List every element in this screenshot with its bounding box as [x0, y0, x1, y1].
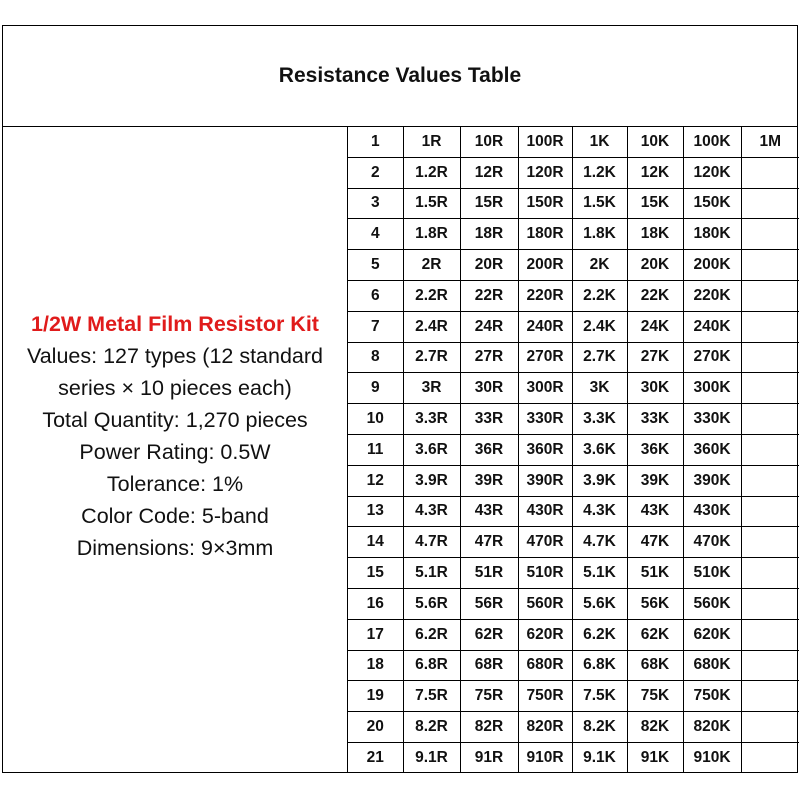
resistance-value-cell: 3.9R	[403, 465, 460, 496]
table-row	[348, 157, 799, 188]
resistance-value-cell: 180R	[518, 219, 572, 250]
resistance-value-cell: 62K	[627, 619, 683, 650]
table-row	[348, 280, 799, 311]
resistance-value-cell	[741, 219, 799, 250]
row-index-cell: 18	[348, 650, 403, 681]
resistance-value-cell: 20R	[460, 250, 518, 281]
resistance-value-cell: 2.7K	[572, 342, 627, 373]
resistance-value-cell: 200R	[518, 250, 572, 281]
resistance-value-cell	[741, 650, 799, 681]
resistance-value-cell: 4.7R	[403, 527, 460, 558]
resistance-value-cell: 3R	[403, 373, 460, 404]
table-row	[348, 527, 799, 558]
resistance-value-cell: 3.6K	[572, 434, 627, 465]
resistance-value-cell: 18K	[627, 219, 683, 250]
resistance-value-cell: 9.1K	[572, 742, 627, 773]
resistance-value-cell	[741, 619, 799, 650]
resistance-value-cell: 12K	[627, 157, 683, 188]
resistance-value-cell: 3.6R	[403, 434, 460, 465]
resistance-value-cell: 470K	[683, 527, 741, 558]
resistance-value-cell: 68K	[627, 650, 683, 681]
table-row	[348, 404, 799, 435]
row-index-cell: 1	[348, 127, 403, 157]
resistance-value-cell: 30R	[460, 373, 518, 404]
resistance-value-cell: 22R	[460, 280, 518, 311]
description-line-values: Values: 127 types (12 standard series × 10 pieces each)	[26, 344, 323, 400]
resistance-value-cell: 3.3K	[572, 404, 627, 435]
resistance-value-cell: 120R	[518, 157, 572, 188]
resistance-value-cell: 2R	[403, 250, 460, 281]
row-index-cell: 4	[348, 219, 403, 250]
resistance-value-cell: 180K	[683, 219, 741, 250]
resistance-value-cell: 6.2R	[403, 619, 460, 650]
resistance-value-cell: 1.2K	[572, 157, 627, 188]
row-index-cell: 7	[348, 311, 403, 342]
resistance-value-cell: 24R	[460, 311, 518, 342]
resistance-value-cell: 22K	[627, 280, 683, 311]
resistance-value-cell: 560K	[683, 588, 741, 619]
resistance-value-cell: 20K	[627, 250, 683, 281]
resistance-value-cell: 200K	[683, 250, 741, 281]
row-index-cell: 13	[348, 496, 403, 527]
row-index-cell: 2	[348, 157, 403, 188]
resistance-value-cell: 300K	[683, 373, 741, 404]
resistance-value-cell: 120K	[683, 157, 741, 188]
resistance-value-cell: 300R	[518, 373, 572, 404]
resistance-value-cell: 1K	[572, 127, 627, 157]
description-line-quantity: Total Quantity: 1,270 pieces	[42, 408, 308, 432]
table-row	[348, 311, 799, 342]
resistance-value-cell: 1M	[741, 127, 799, 157]
row-index-cell: 6	[348, 280, 403, 311]
resistance-value-cell: 510R	[518, 558, 572, 589]
resistance-value-cell: 30K	[627, 373, 683, 404]
table-row	[348, 219, 799, 250]
row-index-cell: 16	[348, 588, 403, 619]
resistance-value-cell: 39R	[460, 465, 518, 496]
resistance-value-cell	[741, 527, 799, 558]
resistance-value-cell: 390R	[518, 465, 572, 496]
table-row	[348, 588, 799, 619]
row-index-cell: 20	[348, 712, 403, 743]
description-line-color-code: Color Code: 5-band	[81, 504, 269, 528]
resistance-value-cell: 2.2R	[403, 280, 460, 311]
resistance-value-cell: 4.3R	[403, 496, 460, 527]
resistance-value-cell	[741, 280, 799, 311]
resistance-value-cell: 33R	[460, 404, 518, 435]
resistance-value-cell	[741, 681, 799, 712]
resistance-value-cell: 15R	[460, 188, 518, 219]
resistance-value-cell: 4.7K	[572, 527, 627, 558]
resistance-value-cell: 150K	[683, 188, 741, 219]
resistance-value-cell: 910K	[683, 742, 741, 773]
row-index-cell: 11	[348, 434, 403, 465]
resistance-value-cell: 15K	[627, 188, 683, 219]
resistance-value-cell	[741, 250, 799, 281]
table-row	[348, 712, 799, 743]
resistance-value-cell: 2.2K	[572, 280, 627, 311]
resistance-value-cell: 820R	[518, 712, 572, 743]
resistance-values-table	[348, 127, 799, 773]
table-row	[348, 742, 799, 773]
resistance-value-cell: 270R	[518, 342, 572, 373]
resistance-value-cell	[741, 712, 799, 743]
resistance-value-cell: 360K	[683, 434, 741, 465]
row-index-cell: 19	[348, 681, 403, 712]
description-line-tolerance: Tolerance: 1%	[106, 472, 244, 496]
table-row	[348, 496, 799, 527]
resistance-value-cell	[741, 434, 799, 465]
resistance-value-cell: 9.1R	[403, 742, 460, 773]
resistance-value-cell: 5.1R	[403, 558, 460, 589]
row-index-cell: 12	[348, 465, 403, 496]
resistance-value-cell: 75K	[627, 681, 683, 712]
resistance-value-cell: 10R	[460, 127, 518, 157]
resistance-value-cell: 18R	[460, 219, 518, 250]
row-index-cell: 8	[348, 342, 403, 373]
resistance-value-cell: 36K	[627, 434, 683, 465]
resistance-value-cell: 5.6K	[572, 588, 627, 619]
description-line-dimensions: Dimensions: 9×3mm	[76, 536, 274, 560]
row-index-cell: 14	[348, 527, 403, 558]
table-body	[348, 127, 799, 773]
resistance-value-cell: 27R	[460, 342, 518, 373]
resistance-value-cell: 820K	[683, 712, 741, 743]
resistance-value-cell: 8.2K	[572, 712, 627, 743]
resistance-value-cell	[741, 558, 799, 589]
resistance-value-cell: 27K	[627, 342, 683, 373]
resistance-value-cell: 91R	[460, 742, 518, 773]
row-index-cell: 21	[348, 742, 403, 773]
resistance-value-cell	[741, 588, 799, 619]
resistance-value-cell: 43R	[460, 496, 518, 527]
table-row	[348, 465, 799, 496]
resistance-value-cell: 910R	[518, 742, 572, 773]
page-title: Resistance Values Table	[3, 26, 797, 127]
resistance-value-cell: 5.6R	[403, 588, 460, 619]
resistance-value-cell: 5.1K	[572, 558, 627, 589]
table-row	[348, 434, 799, 465]
table-row	[348, 250, 799, 281]
resistance-value-cell: 430K	[683, 496, 741, 527]
resistance-value-cell	[741, 342, 799, 373]
resistance-value-cell	[741, 311, 799, 342]
resistance-value-cell: 7.5K	[572, 681, 627, 712]
resistance-value-cell: 8.2R	[403, 712, 460, 743]
resistance-value-cell: 330R	[518, 404, 572, 435]
resistance-value-cell: 750K	[683, 681, 741, 712]
resistance-value-cell: 56K	[627, 588, 683, 619]
resistance-value-cell: 6.8K	[572, 650, 627, 681]
resistance-value-cell: 24K	[627, 311, 683, 342]
resistance-value-cell: 330K	[683, 404, 741, 435]
resistance-value-cell	[741, 373, 799, 404]
table-row	[348, 373, 799, 404]
document-frame	[2, 25, 798, 773]
resistance-value-cell: 560R	[518, 588, 572, 619]
resistance-value-cell: 1.5R	[403, 188, 460, 219]
resistance-value-cell: 1.5K	[572, 188, 627, 219]
row-index-cell: 5	[348, 250, 403, 281]
resistance-value-cell: 360R	[518, 434, 572, 465]
table-row	[348, 127, 799, 157]
resistance-value-cell: 39K	[627, 465, 683, 496]
resistance-value-cell: 75R	[460, 681, 518, 712]
kit-name: 1/2W Metal Film Resistor Kit	[31, 312, 319, 336]
resistance-value-cell: 680R	[518, 650, 572, 681]
resistance-value-cell: 7.5R	[403, 681, 460, 712]
resistance-value-cell	[741, 742, 799, 773]
table-row	[348, 342, 799, 373]
resistance-value-cell: 220K	[683, 280, 741, 311]
resistance-value-cell: 56R	[460, 588, 518, 619]
resistance-value-cell	[741, 188, 799, 219]
resistance-value-cell: 680K	[683, 650, 741, 681]
table-row	[348, 650, 799, 681]
resistance-value-cell: 47R	[460, 527, 518, 558]
resistance-value-cell: 3.9K	[572, 465, 627, 496]
resistance-value-cell	[741, 496, 799, 527]
table-row	[348, 558, 799, 589]
resistance-value-cell: 4.3K	[572, 496, 627, 527]
resistance-value-cell: 1.8R	[403, 219, 460, 250]
resistance-value-cell: 33K	[627, 404, 683, 435]
resistance-value-cell: 620R	[518, 619, 572, 650]
kit-description	[3, 127, 348, 773]
resistance-value-cell: 62R	[460, 619, 518, 650]
resistance-value-cell: 1R	[403, 127, 460, 157]
resistance-value-cell: 12R	[460, 157, 518, 188]
resistance-value-cell: 2.7R	[403, 342, 460, 373]
resistance-value-cell: 470R	[518, 527, 572, 558]
resistance-value-cell	[741, 404, 799, 435]
resistance-value-cell: 270K	[683, 342, 741, 373]
table-row	[348, 681, 799, 712]
row-index-cell: 3	[348, 188, 403, 219]
resistance-value-cell: 3.3R	[403, 404, 460, 435]
resistance-value-cell: 220R	[518, 280, 572, 311]
resistance-value-cell: 240R	[518, 311, 572, 342]
resistance-value-cell	[741, 157, 799, 188]
resistance-value-cell: 47K	[627, 527, 683, 558]
row-index-cell: 17	[348, 619, 403, 650]
resistance-value-cell: 430R	[518, 496, 572, 527]
resistance-value-cell: 6.2K	[572, 619, 627, 650]
resistance-value-cell: 1.2R	[403, 157, 460, 188]
resistance-value-cell: 390K	[683, 465, 741, 496]
resistance-value-cell: 43K	[627, 496, 683, 527]
resistance-value-cell: 620K	[683, 619, 741, 650]
resistance-value-cell: 2.4R	[403, 311, 460, 342]
description-line-power: Power Rating: 0.5W	[79, 440, 271, 464]
resistance-value-cell: 240K	[683, 311, 741, 342]
resistance-value-cell: 2.4K	[572, 311, 627, 342]
row-index-cell: 10	[348, 404, 403, 435]
resistance-value-cell: 82R	[460, 712, 518, 743]
resistance-value-cell: 150R	[518, 188, 572, 219]
resistance-value-cell: 100R	[518, 127, 572, 157]
resistance-value-cell: 1.8K	[572, 219, 627, 250]
table-row	[348, 619, 799, 650]
resistance-value-cell: 2K	[572, 250, 627, 281]
resistance-value-cell: 82K	[627, 712, 683, 743]
resistance-value-cell: 3K	[572, 373, 627, 404]
resistance-value-cell: 10K	[627, 127, 683, 157]
resistance-value-cell: 6.8R	[403, 650, 460, 681]
table-row	[348, 188, 799, 219]
resistance-value-cell: 100K	[683, 127, 741, 157]
row-index-cell: 9	[348, 373, 403, 404]
resistance-value-cell	[741, 465, 799, 496]
resistance-value-cell: 36R	[460, 434, 518, 465]
resistance-value-cell: 750R	[518, 681, 572, 712]
resistance-value-cell: 68R	[460, 650, 518, 681]
resistance-value-cell: 510K	[683, 558, 741, 589]
resistance-value-cell: 51K	[627, 558, 683, 589]
row-index-cell: 15	[348, 558, 403, 589]
resistance-value-cell: 51R	[460, 558, 518, 589]
resistance-value-cell: 91K	[627, 742, 683, 773]
